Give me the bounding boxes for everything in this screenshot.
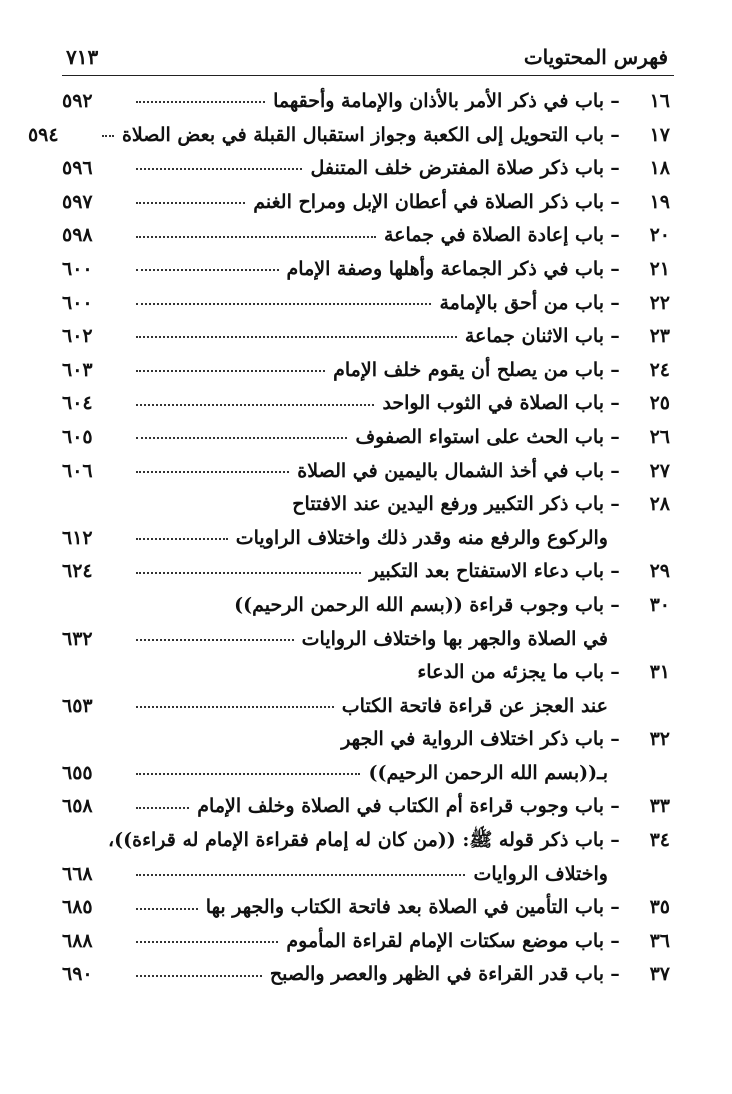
toc-entry [62,925,674,959]
entry-dash: – [610,425,620,448]
dot-leader [136,100,265,103]
entry-page: ٦٠٦ [62,459,93,482]
toc-entry [62,219,674,253]
toc-entry [62,757,674,791]
entry-number: ١٦ [649,90,670,112]
entry-dash: – [610,493,620,516]
entry-number: ٢٠ [649,224,670,247]
entry-dash: – [610,123,620,146]
entry-number: ٣١ [649,661,670,684]
dot-leader [136,974,262,977]
header-page-number: ٧١٣ [66,45,99,69]
entry-number: ٣٣ [649,795,670,818]
entry-page: ٦٠٢ [62,325,93,348]
entry-page: ٦٠٠ [62,291,93,314]
toc-entry [62,790,674,824]
dot-leader [136,873,465,876]
entry-title: باب ذكر الصلاة في أعطان الإبل ومراح الغنم [253,190,604,213]
dot-leader [136,504,284,505]
entry-page: ٦٨٨ [62,929,93,952]
entry-title: باب في ذكر الأمر بالأذان والإمامة وأحقهما [273,90,604,112]
entry-dash: – [610,728,620,751]
entry-number: ٢٧ [649,459,670,482]
entry-number: ٢٩ [649,560,670,583]
dot-leader [136,302,431,305]
entry-dash: – [610,829,620,852]
dot-leader [136,638,294,641]
entry-dash: – [610,593,620,616]
dot-leader [136,907,198,910]
entry-dash: – [610,795,620,818]
entry-dash: – [610,896,620,919]
entry-dash: – [610,325,620,348]
entry-dash: – [610,459,620,482]
dot-leader [136,470,289,473]
toc-entry [62,253,674,287]
entry-title: والركوع والرفع منه وقدر ذلك واختلاف الراويات [235,526,608,549]
dot-leader [88,840,100,841]
entry-title: باب إعادة الصلاة في جماعة [383,224,604,247]
entry-page: ٦١٢ [62,526,93,549]
toc-entry [62,589,674,623]
toc-entry [62,623,674,657]
entry-dash: – [610,190,620,213]
entry-page: ٥٩٨ [62,224,93,247]
entry-dash: – [610,257,620,280]
entry-page: ٦٥٨ [62,795,93,818]
entry-number: ٣٤ [649,829,670,852]
entry-page: ٥٩٤ [27,123,59,146]
entry-number: ٣٢ [649,728,670,751]
toc-entry [62,656,674,690]
toc-entry [62,690,674,724]
entry-title: باب ذكر التكبير ورفع اليدين عند الافتتاح [292,493,604,516]
entry-page: ٦٠٤ [62,392,93,415]
dot-leader [136,740,333,741]
entry-title: باب وجوب قراءة ((بسم الله الرحمن الرحيم)) [234,593,604,616]
dot-leader [136,167,302,170]
dot-leader [136,403,374,406]
entry-title: باب ذكر اختلاف الرواية في الجهر [341,728,604,751]
entry-dash: – [610,90,620,112]
entry-dash: – [610,963,620,986]
entry-page: ٦٨٥ [62,896,93,919]
entry-page: ٦٠٥ [62,425,93,448]
toc-entry [62,186,674,220]
entry-dash: – [610,224,620,247]
entry-title: باب الاثنان جماعة [464,325,604,348]
entry-page: ٦٩٠ [62,963,93,986]
entry-title: باب في ذكر الجماعة وأهلها وصفة الإمام [286,257,604,280]
entry-title: باب ذكر صلاة المفترض خلف المتنفل [310,157,604,180]
entry-number: ٢٨ [649,493,670,516]
dot-leader [136,268,279,271]
entry-title: باب التحويل إلى الكعبة وجواز استقبال القبلة في بعض الصلاة [121,123,604,146]
entry-title: باب قدر القراءة في الظهر والعصر والصبح [269,963,604,986]
entry-title: عند العجز عن قراءة فاتحة الكتاب [341,694,608,717]
toc-entry [62,723,674,757]
dot-leader [136,705,334,708]
dot-leader [136,806,189,809]
table-of-contents [27,85,674,992]
entry-number: ٢٣ [649,325,670,348]
entry-title: باب من يصلح أن يقوم خلف الإمام [333,358,604,381]
toc-entry [62,824,674,858]
entry-page: ٥٩٧ [62,190,93,213]
dot-leader [136,436,347,439]
entry-title: بـ((بسم الله الرحمن الرحيم)) [368,761,608,784]
entry-number: ٣٠ [649,593,670,616]
dot-leader [136,335,457,338]
entry-number: ٢٥ [649,392,670,415]
entry-title: باب دعاء الاستفتاح بعد التكبير [369,560,604,583]
dot-leader [136,605,226,606]
entry-title: باب ذكر قوله ﷺ: ((من كان له إمام فقراءة الإمام له قراءة))، [108,829,604,852]
entry-dash: – [610,661,620,684]
entry-number: ٣٥ [649,896,670,919]
entry-page: ٦٣٢ [62,627,93,650]
entry-number: ٢٢ [649,291,670,314]
entry-title: باب الحث على استواء الصفوف [355,425,604,448]
entry-page: ٥٩٢ [62,90,93,112]
dot-leader [136,201,245,204]
toc-entry [62,488,674,522]
entry-dash: – [610,157,620,180]
toc-entry [62,354,674,388]
entry-number: ٣٧ [649,963,670,986]
dot-leader [136,235,376,238]
entry-number: ٢١ [649,257,670,280]
toc-entry [62,891,674,925]
toc-entry [62,387,674,421]
entry-dash: – [610,929,620,952]
dot-leader [102,134,114,137]
entry-page: ٥٩٦ [62,157,93,180]
entry-page: ٦٢٤ [62,560,93,583]
toc-entry [62,152,674,186]
toc-entry [62,522,674,556]
dot-leader [136,672,409,673]
toc-entry [62,85,674,119]
entry-title: باب الصلاة في الثوب الواحد [382,392,604,415]
toc-entry [62,958,674,992]
entry-dash: – [610,392,620,415]
dot-leader [136,940,278,943]
dot-leader [136,772,360,775]
dot-leader [136,537,228,540]
entry-dash: – [610,560,620,583]
toc-entry [62,421,674,455]
toc-entry [62,320,674,354]
entry-title: باب من أحق بالإمامة [439,291,604,314]
dot-leader [136,571,361,574]
entry-page: ٦٠٠ [62,257,93,280]
toc-entry [62,555,674,589]
entry-page: ٦٥٣ [62,694,93,717]
entry-dash: – [610,291,620,314]
toc-entry [62,858,674,892]
entry-title: باب وجوب قراءة أم الكتاب في الصلاة وخلف الإمام [197,795,604,818]
entry-number: ١٩ [649,190,670,213]
header-title: فهرس المحتويات [523,45,668,69]
entry-title: باب ما يجزئه من الدعاء [417,661,604,684]
entry-title: باب موضع سكتات الإمام لقراءة المأموم [286,929,604,952]
entry-number: ١٧ [649,123,670,146]
entry-page: ٦٥٥ [62,761,93,784]
entry-number: ٢٦ [649,425,670,448]
entry-title: باب في أخذ الشمال باليمين في الصلاة [297,459,604,482]
entry-title: باب التأمين في الصلاة بعد فاتحة الكتاب والجهر بها [205,896,604,919]
page-header [62,36,674,76]
dot-leader [136,369,325,372]
entry-number: ٣٦ [649,929,670,952]
entry-number: ٢٤ [649,358,670,381]
toc-entry [27,119,674,153]
entry-dash: – [610,358,620,381]
entry-title: واختلاف الروايات [473,862,608,885]
toc-entry [62,455,674,489]
entry-page: ٦٦٨ [62,862,93,885]
toc-entry [62,287,674,321]
entry-number: ١٨ [649,157,670,180]
entry-page: ٦٠٣ [62,358,93,381]
entry-title: في الصلاة والجهر بها واختلاف الروايات [301,627,608,650]
